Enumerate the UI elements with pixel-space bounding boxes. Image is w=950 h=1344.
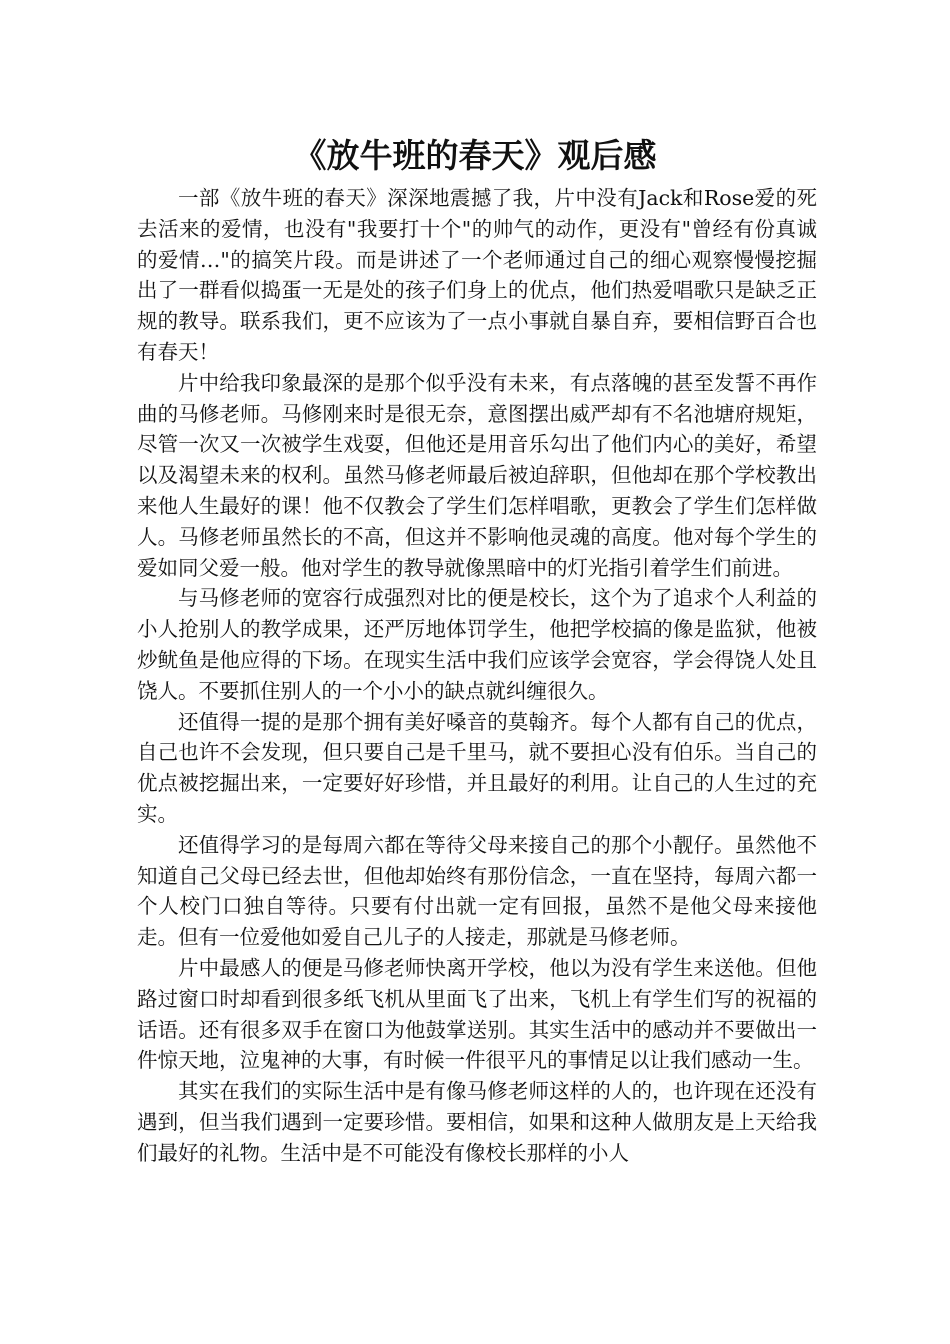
paragraph-2: 片中给我印象最深的是那个似乎没有未来，有点落魄的甚至发誓不再作曲的马修老师。马修刚来时是很无奈，意图摆出威严却有不名池塘府规矩，尽管一次又一次被学生戏耍，但他还是用音乐勾出了他们内心的美好，希望以及渴望未来的权利。虽然马修老师最后被迫辞职，但他却在那个学校教出来他人生最好的课！他不仅教会了学生们怎样唱歌，更教会了学生们怎样做人。马修老师虽然长的不高，但这并不影响他灵魂的高度。他对每个学生的爱如同父爱一般。他对学生的教导就像黑暗中的灯光指引着学生们前进。 xyxy=(137,370,817,580)
paragraph-6: 片中最感人的便是马修老师快离开学校，他以为没有学生来送他。但他路过窗口时却看到很多纸飞机从里面飞了出来，飞机上有学生们写的祝福的话语。还有很多双手在窗口为他鼓掌送别。其实生活中的感动并不要做出一件惊天地，泣鬼神的大事，有时候一件很平凡的事情足以让我们感动一生。 xyxy=(137,955,817,1073)
document-title: 《放牛班的春天》观后感 xyxy=(293,136,657,175)
document-body xyxy=(137,183,817,1169)
paragraph-4: 还值得一提的是那个拥有美好嗓音的莫翰齐。每个人都有自己的优点，自己也许不会发现，但只要自己是千里马，就不要担心没有伯乐。当自己的优点被挖掘出来，一定要好好珍惜，并且最好的利用。让自己的人生过的充实。 xyxy=(137,709,817,826)
paragraph-5: 还值得学习的是每周六都在等待父母来接自己的那个小靓仔。虽然他不知道自己父母已经去世，但他却始终有那份信念，一直在坚持，每周六都一个人校门口独自等待。只要有付出就一定有回报，虽然不是他父母来接他走。但有一位爱他如爱自己儿子的人接走，那就是马修老师。 xyxy=(137,832,817,950)
paragraph-1: 一部《放牛班的春天》深深地震撼了我，片中没有Jack和Rose爱的死去活来的爱情，也没有"我要打十个"的帅气的动作，更没有"曾经有份真诚的爱情…"的搞笑片段。而是讲述了一个老师通过自己的细心观察慢慢挖掘出了一群看似捣蛋一无是处的孩子们身上的优点，他们热爱唱歌只是缺乏正规的教导。联系我们，更不应该为了一点小事就自暴自弃，要相信野百合也有春天！ xyxy=(137,186,817,364)
paragraph-7: 其实在我们的实际生活中是有像马修老师这样的人的，也许现在还没有遇到，但当我们遇到一定要珍惜。要相信，如果和这种人做朋友是上天给我们最好的礼物。生活中是不可能没有像校长那样的小人 xyxy=(137,1079,817,1165)
paragraph-3: 与马修老师的宽容行成强烈对比的便是校长，这个为了追求个人利益的小人抢别人的教学成果，还严厉地体罚学生，他把学校搞的像是监狱，他被炒鱿鱼是他应得的下场。在现实生活中我们应该学会宽容，学会得饶人处且饶人。不要抓住别人的一个小小的缺点就纠缠很久。 xyxy=(137,586,817,703)
